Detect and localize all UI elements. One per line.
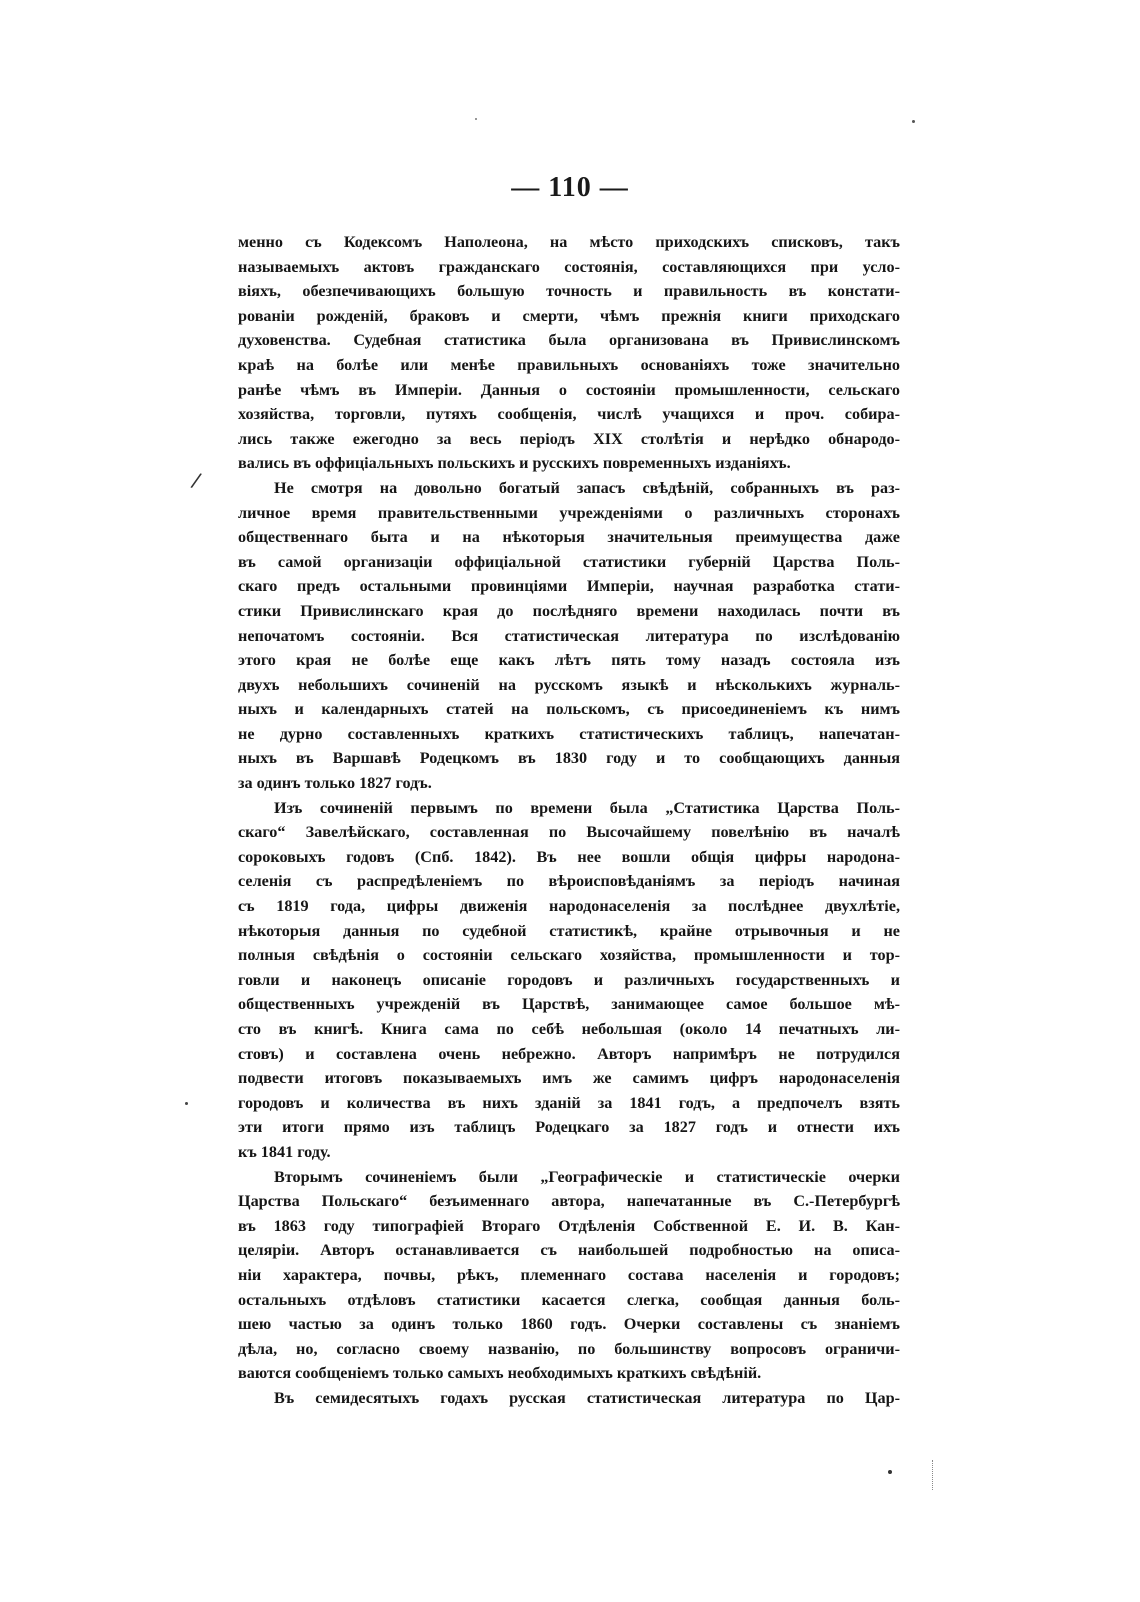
text-line: менно съ Кодексомъ Наполеона, на мѣсто приходскихъ списковъ, такъ [238, 233, 900, 251]
text-line: общественныхъ учрежденій въ Царствѣ, занимающее самое большое мѣ- [238, 995, 900, 1014]
speck-mark [185, 1102, 188, 1105]
text-line: Царства Польскаго“ безъименнаго автора, напечатанные въ С.-Петербургѣ [238, 1192, 900, 1211]
text-line: сороковыхъ годовъ (Спб. 1842). Въ нее вошли общія цифры народона- [238, 847, 900, 866]
text-line: двухъ небольшихъ сочиненій на русскомъ языкѣ и нѣсколькихъ журналь- [238, 675, 900, 694]
text-line: въ самой организаціи оффиціальной статистики губерній Царства Поль- [238, 552, 900, 571]
text-line: этого края не болѣе еще какъ лѣтъ пять тому назадъ состояла изъ [238, 651, 900, 670]
text-line: непочатомъ состояніи. Вся статистическая литература по изслѣдованію [238, 626, 900, 645]
paragraph-1 [238, 230, 900, 476]
text-line: не дурно составленныхъ краткихъ статистическихъ таблицъ, напечатан- [238, 724, 900, 743]
body-text [238, 230, 900, 1411]
text-line: говли и наконецъ описаніе городовъ и различныхъ государственныхъ и [238, 970, 900, 989]
page-number: — 110 — [511, 172, 629, 203]
margin-pencil-mark: / [189, 467, 204, 493]
text-line: Изъ сочиненій первымъ по времени была „Статистика Царства Поль- [274, 798, 900, 817]
text-line: эти итоги прямо изъ таблицъ Родецкаго за 1827 годъ и отнести ихъ [238, 1118, 900, 1137]
text-line: ваются сообщеніемъ только самыхъ необходимыхъ краткихъ свѣдѣній. [238, 1364, 762, 1383]
speck-mark [912, 120, 915, 123]
text-line: называемыхъ актовъ гражданскаго состоянія, составляющихся при усло- [238, 257, 900, 276]
text-line: общественнаго быта и на нѣкоторыя значительныя преимущества даже [238, 528, 900, 547]
text-line: рованіи рожденій, браковъ и смерти, чѣмъ прежнія книги приходскаго [238, 306, 900, 325]
text-line: ныхъ въ Варшавѣ Родецкомъ въ 1830 году и то сообщающихъ данныя [238, 749, 900, 768]
speck-mark [475, 118, 477, 120]
text-line: дѣла, но, согласно своему названію, по большинству вопросовъ ограничи- [238, 1339, 900, 1358]
paragraph-2 [238, 476, 900, 796]
text-line: ранѣе чѣмъ въ Имперіи. Данныя о состояніи промышленности, сельскаго [238, 380, 900, 399]
text-line: остальныхъ отдѣловъ статистики касается слегка, сообщая данныя боль- [238, 1290, 900, 1309]
text-line: стовъ) и составлена очень небрежно. Авторъ напримѣръ не потрудился [238, 1044, 900, 1063]
paragraph-4 [238, 1165, 900, 1386]
text-line: за одинъ только 1827 годъ. [238, 774, 432, 793]
text-line: ныхъ и календарныхъ статей на польскомъ, съ присоединеніемъ къ нимъ [238, 700, 900, 719]
text-line: лись также ежегодно за весь періодъ XIX столѣтія и нерѣдко обнародо- [238, 429, 900, 448]
edge-mark [932, 1460, 934, 1490]
paragraph-3 [238, 796, 900, 1165]
text-line: сто въ книгѣ. Книга сама по себѣ небольшая (около 14 печатныхъ ли- [238, 1020, 900, 1038]
paragraph-5 [238, 1386, 900, 1411]
text-line: целяріи. Авторъ останавливается съ наибольшей подробностью на описа- [238, 1241, 900, 1260]
text-line: къ 1841 году. [238, 1142, 331, 1161]
speck-mark [888, 1470, 892, 1474]
text-line: Въ семидесятыхъ годахъ русская статистическая литература по Цар- [274, 1388, 900, 1407]
text-line: хозяйства, торговли, путяхъ сообщенія, числѣ учащихся и проч. собира- [238, 405, 900, 424]
text-line: Вторымъ сочиненіемъ были „Географическіе и статистическіе очерки [274, 1167, 900, 1186]
text-line: віяхъ, обезпечивающихъ большую точность и правильность въ констати- [238, 282, 900, 301]
text-line: духовенства. Судебная статистика была организована въ Привислинскомъ [238, 331, 900, 350]
text-line: стики Привислинскаго края до послѣдняго времени находилась почти въ [238, 601, 900, 620]
text-line: въ 1863 году типографіей Втораго Отдѣленія Собственной Е. И. В. Кан- [238, 1216, 900, 1235]
text-line: вались въ оффиціальныхъ польскихъ и русскихъ повременныхъ изданіяхъ. [238, 454, 791, 473]
text-line: подвести итоговъ показываемыхъ имъ же самимъ цифръ народонаселенія [238, 1069, 900, 1088]
text-line: шею частью за одинъ только 1860 годъ. Очерки составлены съ знаніемъ [238, 1315, 900, 1334]
text-line: селенія съ распредѣленіемъ по вѣроисповѣданіямъ за періодъ начиная [238, 872, 900, 891]
text-line: ніи характера, почвы, рѣкъ, племеннаго состава населенія и городовъ; [238, 1265, 900, 1284]
text-line: краѣ на болѣе или менѣе правильныхъ основаніяхъ тоже значительно [238, 355, 900, 374]
text-line: Не смотря на довольно богатый запасъ свѣдѣній, собранныхъ въ раз- [274, 478, 900, 497]
text-line: скаго“ Завелѣйскаго, составленная по Высочайшему повелѣнію въ началѣ [238, 823, 900, 842]
text-line: городовъ и количества въ нихъ зданій за 1841 годъ, а предпочелъ взять [238, 1093, 900, 1112]
text-line: скаго предъ остальными провинціями Имперіи, научная разработка стати- [238, 577, 900, 596]
text-line: личное время правительственными учрежденіями о различныхъ сторонахъ [238, 503, 900, 522]
text-line: полныя свѣдѣнія о состояніи сельскаго хозяйства, промышленности и тор- [238, 946, 900, 965]
text-line: съ 1819 года, цифры движенія народонаселенія за послѣднее двухлѣтіе, [238, 897, 900, 916]
text-line: нѣкоторыя данныя по судебной статистикѣ, крайне отрывочныя и не [238, 921, 900, 940]
